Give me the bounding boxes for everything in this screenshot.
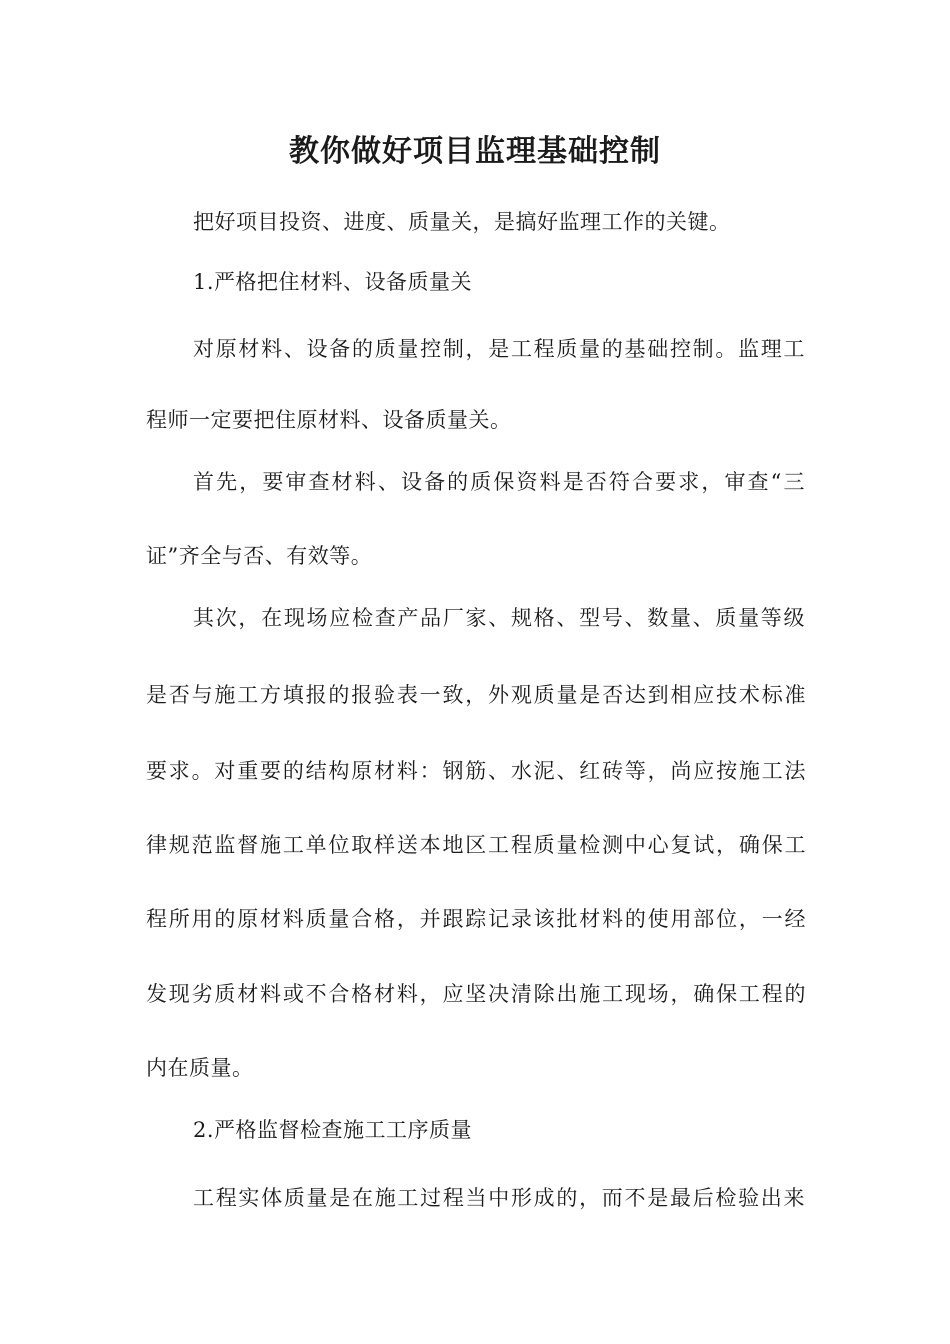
paragraph-line: 内在质量。 <box>146 1056 254 1080</box>
paragraph-line: 要求。对重要的结构原材料：钢筋、水泥、红砖等，尚应按施工法 <box>146 759 806 783</box>
paragraph-line: 程师一定要把住原材料、设备质量关。 <box>146 408 512 432</box>
paragraph-line: 程所用的原材料质量合格，并跟踪记录该批材料的使用部位，一经 <box>146 907 806 931</box>
paragraph-line: 其次，在现场应检查产品厂家、规格、型号、数量、质量等级 <box>193 606 805 630</box>
paragraph-line: 首先，要审查材料、设备的质保资料是否符合要求，审查“三 <box>193 470 805 494</box>
paragraph-line: 工程实体质量是在施工过程当中形成的，而不是最后检验出来 <box>193 1186 805 1210</box>
paragraph-line-intro: 把好项目投资、进度、质量关，是搞好监理工作的关键。 <box>193 210 731 234</box>
paragraph-line: 是否与施工方填报的报验表一致，外观质量是否达到相应技术标准 <box>146 683 806 707</box>
paragraph-line: 证”齐全与否、有效等。 <box>146 544 373 568</box>
section-heading-1: 1.严格把住材料、设备质量关 <box>193 270 473 294</box>
paragraph-line: 律规范监督施工单位取样送本地区工程质量检测中心复试，确保工 <box>146 833 806 857</box>
paragraph-line: 对原材料、设备的质量控制，是工程质量的基础控制。监理工 <box>193 337 805 361</box>
document-title: 教你做好项目监理基础控制 <box>289 134 661 169</box>
paragraph-line: 发现劣质材料或不合格材料，应坚决清除出施工现场，确保工程的 <box>146 982 806 1006</box>
section-heading-2: 2.严格监督检查施工工序质量 <box>193 1118 473 1142</box>
